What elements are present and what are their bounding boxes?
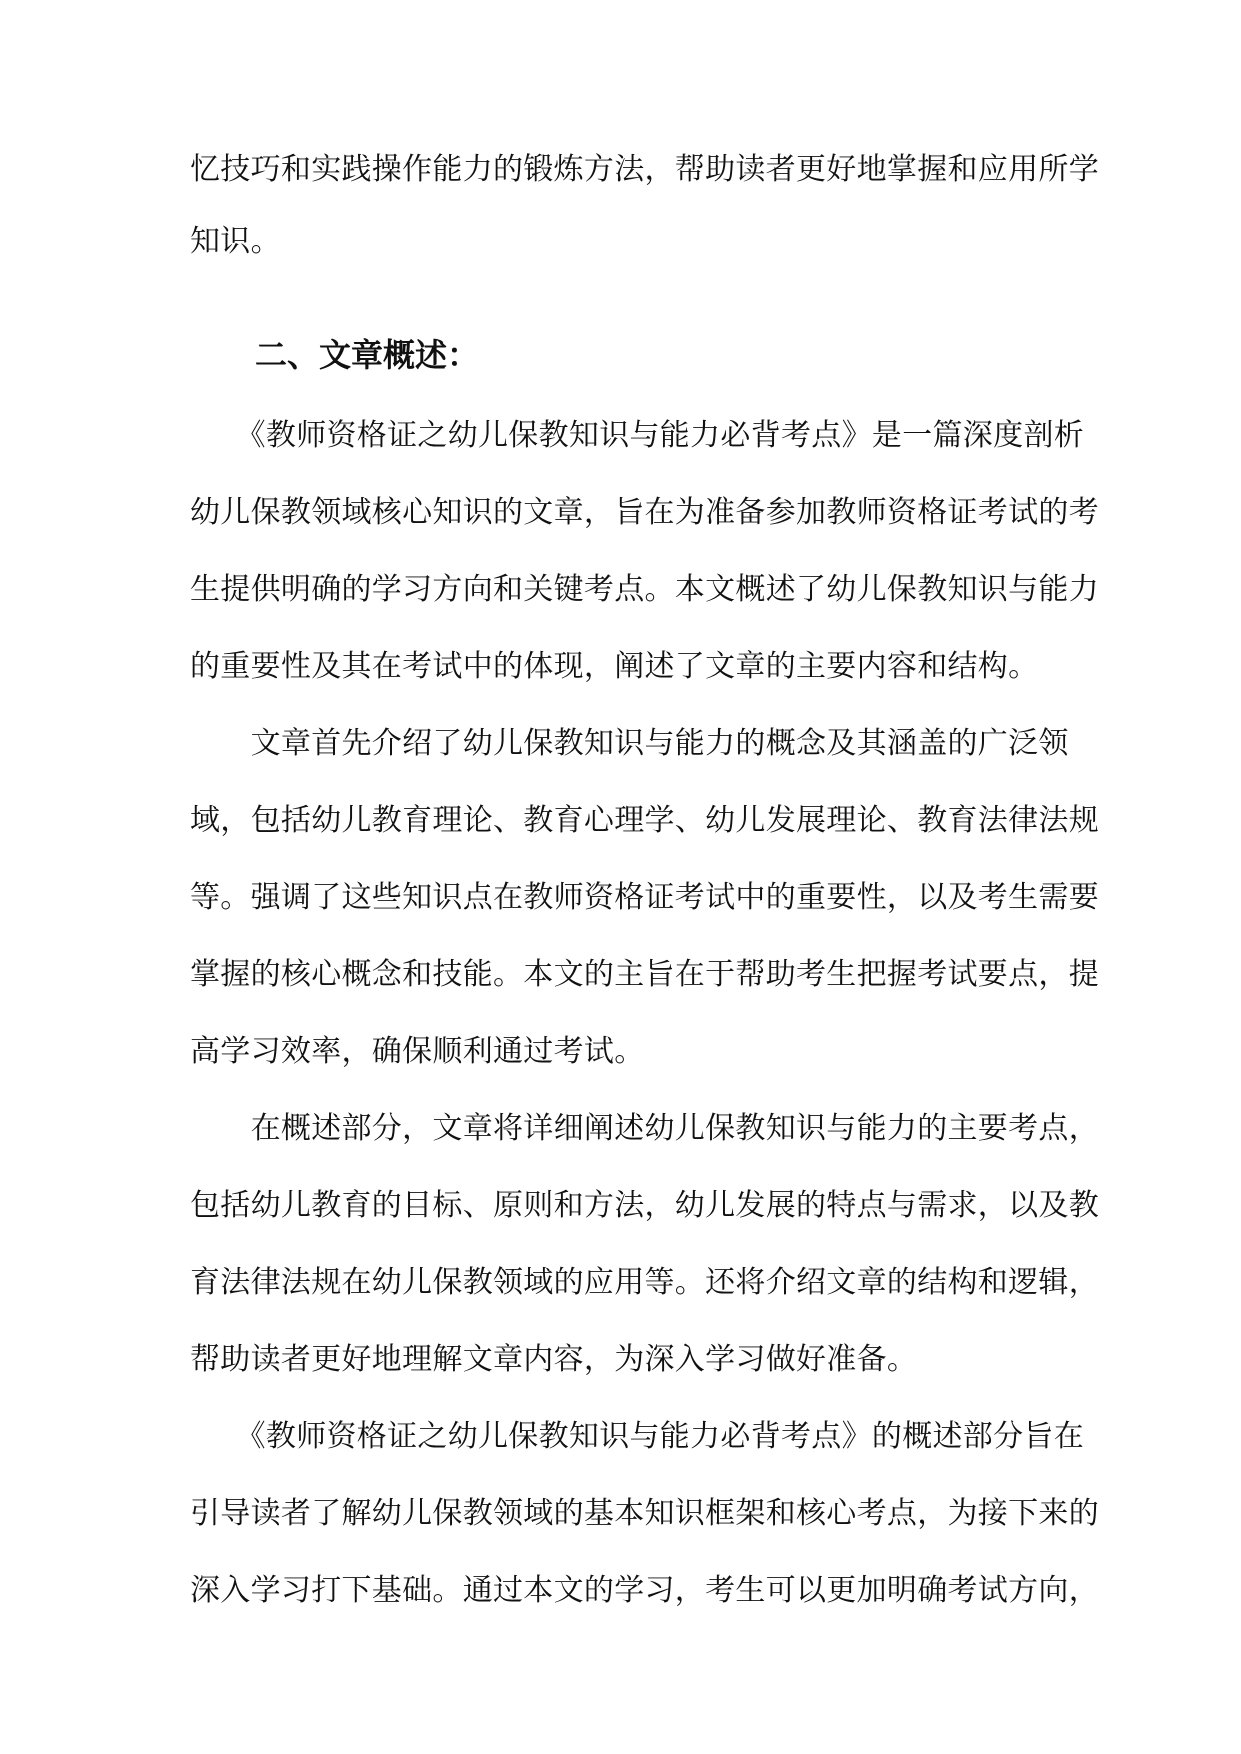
paragraph-line: 《教师资格证之幼儿保教知识与能力必背考点》是一篇深度剖析 <box>190 418 1084 453</box>
paragraph-line: 深入学习打下基础。通过本文的学习，考生可以更加明确考试方向， <box>190 1573 1099 1608</box>
paragraph-line: 等。强调了这些知识点在教师资格证考试中的重要性，以及考生需要 <box>190 880 1099 915</box>
paragraph-line: 幼儿保教领域核心知识的文章，旨在为准备参加教师资格证考试的考 <box>190 495 1099 530</box>
paragraph-line: 生提供明确的学习方向和关键考点。本文概述了幼儿保教知识与能力 <box>190 572 1099 607</box>
paragraph-line: 掌握的核心概念和技能。本文的主旨在于帮助考生把握考试要点，提 <box>190 957 1099 992</box>
section-heading: 二、文章概述： <box>255 336 480 374</box>
paragraph-line: 在概述部分，文章将详细阐述幼儿保教知识与能力的主要考点， <box>190 1111 1099 1146</box>
paragraph-line: 域，包括幼儿教育理论、教育心理学、幼儿发展理论、教育法律法规 <box>190 803 1099 838</box>
paragraph-line: 高学习效率，确保顺利通过考试。 <box>190 1034 645 1069</box>
paragraph-line: 包括幼儿教育的目标、原则和方法，幼儿发展的特点与需求，以及教 <box>190 1188 1099 1223</box>
paragraph-line: 的重要性及其在考试中的体现，阐述了文章的主要内容和结构。 <box>190 649 1039 684</box>
paragraph-line: 文章首先介绍了幼儿保教知识与能力的概念及其涵盖的广泛领 <box>190 726 1069 761</box>
intro-line-2: 知识。 <box>190 224 281 259</box>
paragraph-line: 引导读者了解幼儿保教领域的基本知识框架和核心考点，为接下来的 <box>190 1496 1099 1531</box>
paragraph-line: 《教师资格证之幼儿保教知识与能力必背考点》的概述部分旨在 <box>190 1419 1084 1454</box>
intro-line-1: 忆技巧和实践操作能力的锻炼方法，帮助读者更好地掌握和应用所学 <box>190 152 1099 187</box>
paragraph-line: 育法律法规在幼儿保教领域的应用等。还将介绍文章的结构和逻辑， <box>190 1265 1099 1300</box>
paragraph-line: 帮助读者更好地理解文章内容，为深入学习做好准备。 <box>190 1342 918 1377</box>
